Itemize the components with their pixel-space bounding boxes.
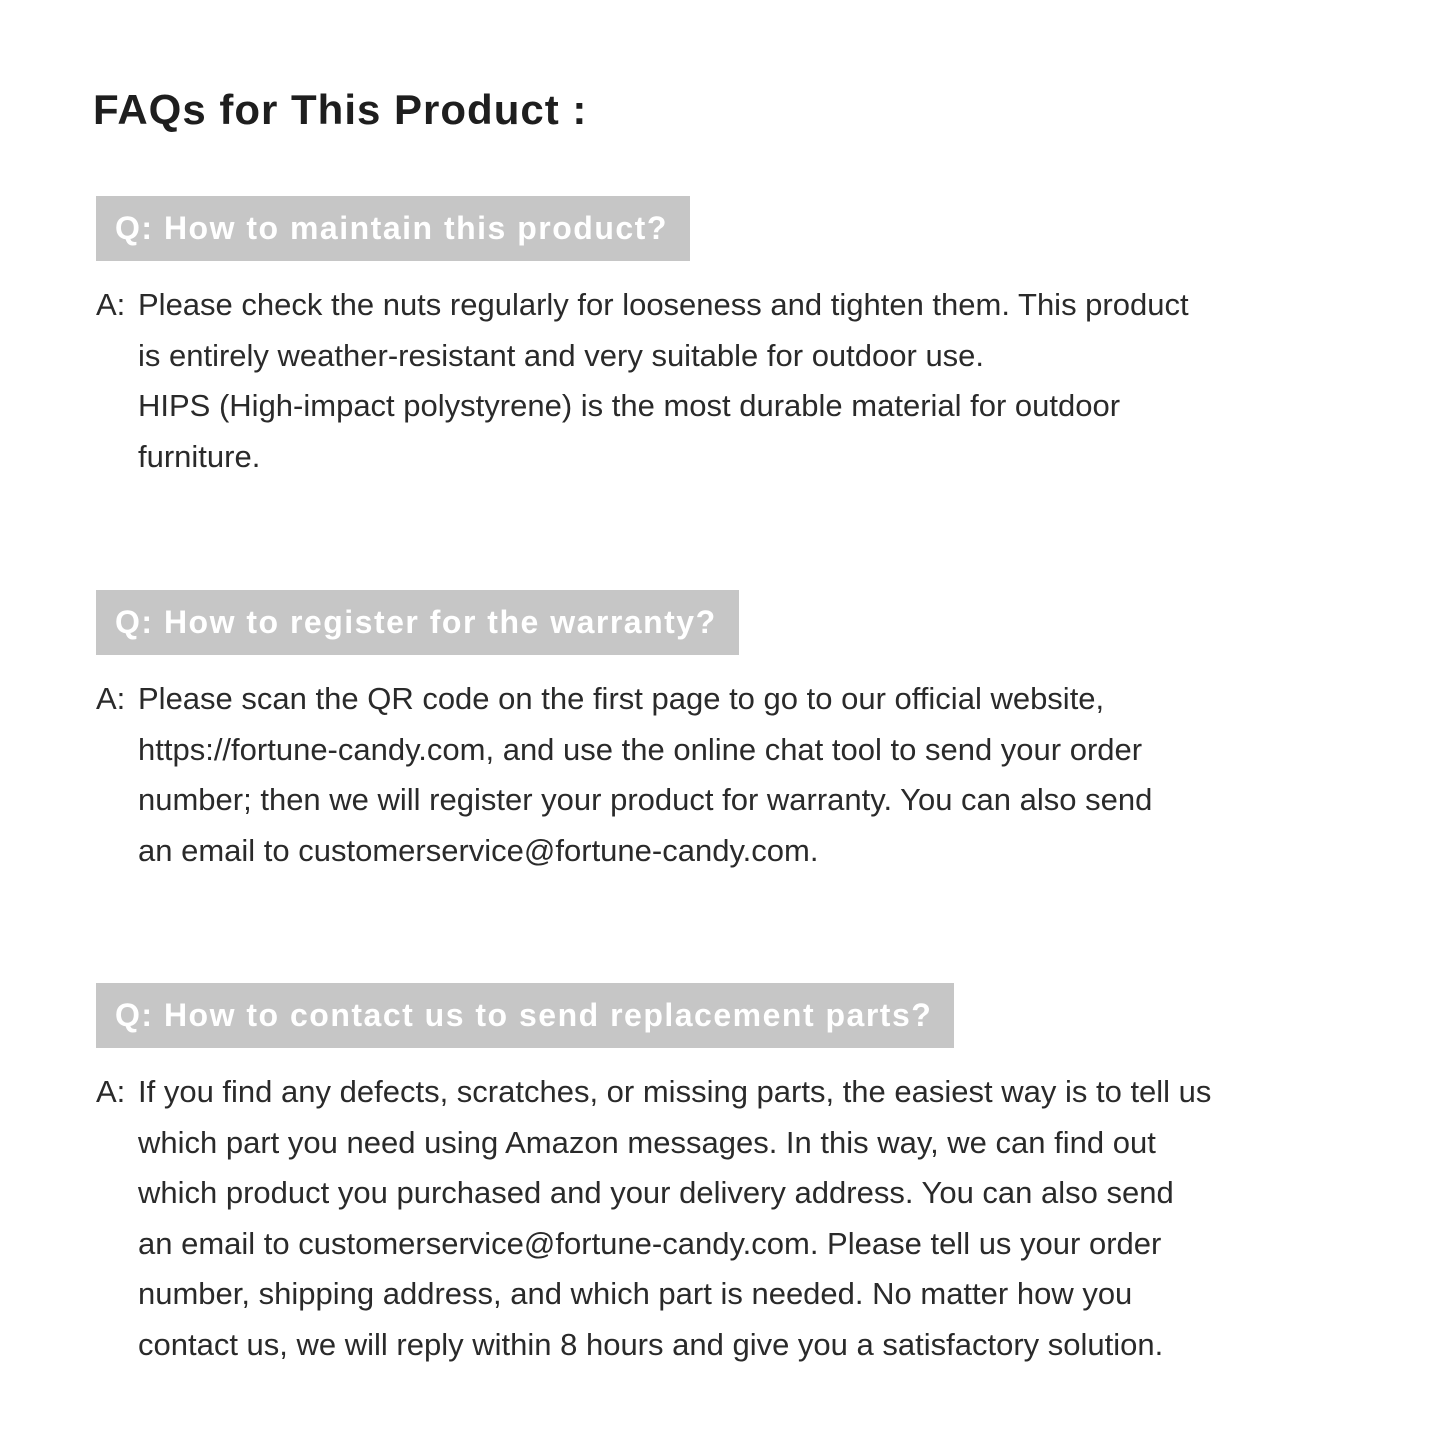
answer-line: Please check the nuts regularly for looseness and tighten them. This product bbox=[138, 287, 1189, 322]
answer-prefix: A: bbox=[96, 1074, 126, 1109]
faq-item-warranty bbox=[96, 590, 1356, 876]
answer-line: HIPS (High-impact polystyrene) is the most durable material for outdoor bbox=[138, 388, 1121, 424]
faq-question: Q: How to maintain this product? bbox=[96, 196, 690, 261]
faq-item-maintain bbox=[96, 196, 1356, 482]
faq-answer bbox=[96, 674, 1356, 876]
answer-line: contact us, we will reply within 8 hours and give you a satisfactory solution. bbox=[138, 1326, 1164, 1362]
page-title: FAQs for This Product : bbox=[93, 86, 588, 133]
answer-line: furniture. bbox=[138, 438, 261, 474]
answer-line: is entirely weather-resistant and very suitable for outdoor use. bbox=[138, 337, 985, 373]
answer-line: https://fortune-candy.com, and use the online chat tool to send your order bbox=[138, 731, 1143, 767]
faq-item-replacement-parts bbox=[96, 983, 1356, 1371]
answer-prefix: A: bbox=[96, 287, 126, 322]
answer-line: If you find any defects, scratches, or missing parts, the easiest way is to tell us bbox=[138, 1074, 1212, 1109]
answer-text bbox=[138, 280, 1356, 482]
faq-question: Q: How to register for the warranty? bbox=[96, 590, 739, 655]
answer-text bbox=[138, 674, 1356, 876]
faq-answer bbox=[96, 280, 1356, 482]
answer-line: Please scan the QR code on the first page to go to our official website, bbox=[138, 681, 1105, 716]
answer-line: an email to customerservice@fortune-candy.com. bbox=[138, 832, 819, 868]
faq-answer bbox=[96, 1067, 1356, 1371]
answer-line: an email to customerservice@fortune-candy.com. Please tell us your order bbox=[138, 1225, 1162, 1261]
answer-line: which product you purchased and your delivery address. You can also send bbox=[138, 1175, 1174, 1211]
answer-prefix: A: bbox=[96, 681, 126, 716]
faq-question: Q: How to contact us to send replacement parts? bbox=[96, 983, 954, 1048]
answer-line: number, shipping address, and which part is needed. No matter how you bbox=[138, 1276, 1133, 1312]
answer-text bbox=[138, 1067, 1356, 1371]
answer-line: number; then we will register your product for warranty. You can also send bbox=[138, 782, 1153, 818]
answer-line: which part you need using Amazon messages. In this way, we can find out bbox=[138, 1124, 1156, 1160]
